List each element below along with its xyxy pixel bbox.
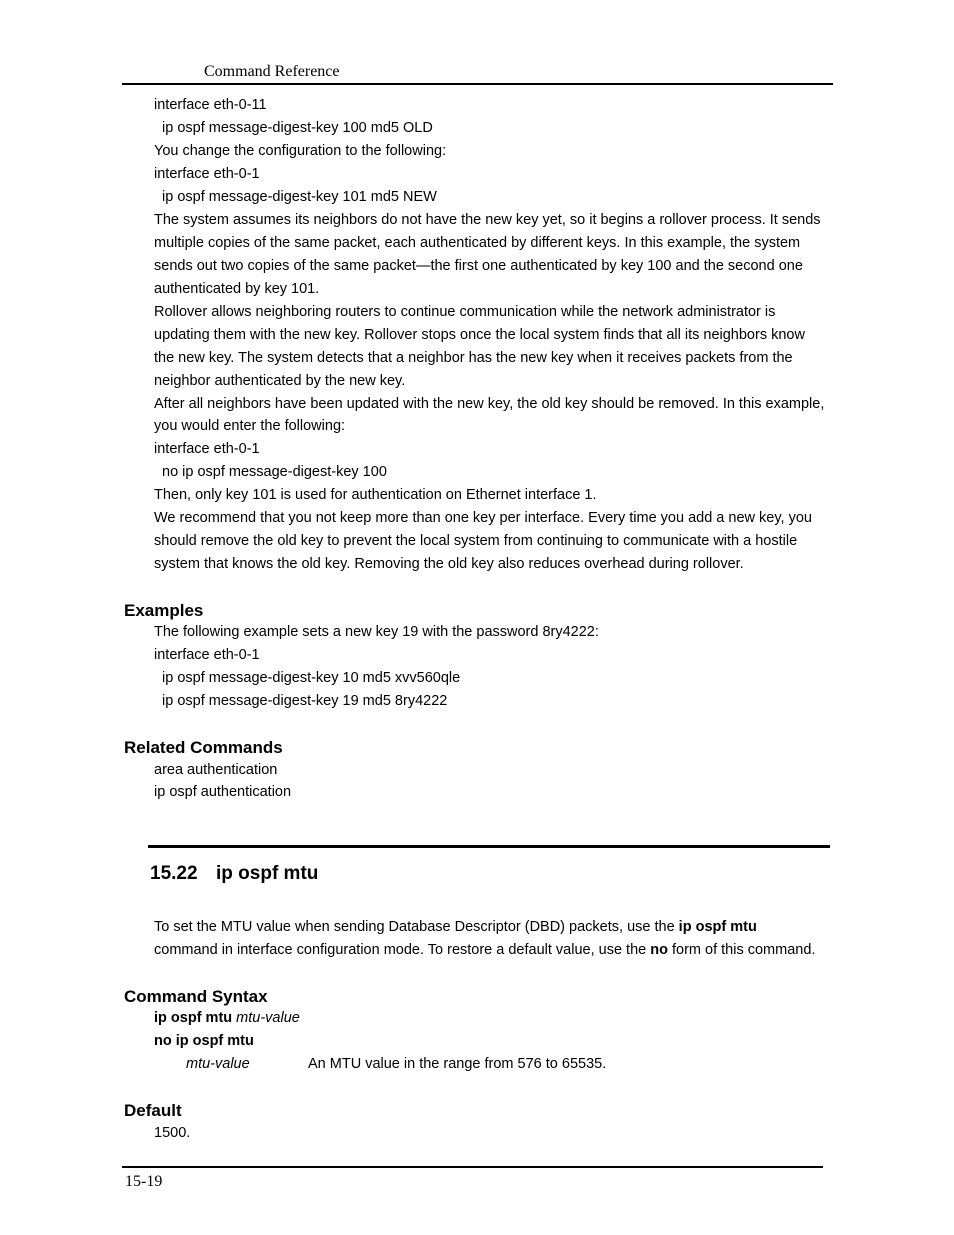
text-line: you would enter the following: <box>154 418 346 434</box>
header-rule <box>122 83 833 85</box>
description-line-2: command in interface configuration mode. To restore a default value, use the no form of this command. <box>154 942 816 958</box>
text-line: authenticated by key 101. <box>154 281 320 297</box>
related-command-item: ip ospf authentication <box>154 784 292 800</box>
command-syntax-heading: Command Syntax <box>124 987 268 1006</box>
footer-rule <box>122 1166 823 1168</box>
syntax-line-2: no ip ospf mtu <box>154 1033 254 1049</box>
syntax-line-1: ip ospf mtu mtu-value <box>154 1010 300 1026</box>
text-line: We recommend that you not keep more than one key per interface. Every time you add a new key, you <box>154 510 812 526</box>
page-number: 15-19 <box>125 1173 163 1190</box>
code-line: interface eth-0-1 <box>154 441 260 457</box>
text-line: Then, only key 101 is used for authentication on Ethernet interface 1. <box>154 487 597 503</box>
section-title: ip ospf mtu <box>216 863 319 884</box>
text-line: The system assumes its neighbors do not have the new key yet, so it begins a rollover process. It sends <box>154 212 821 228</box>
text-line: After all neighbors have been updated with the new key, the old key should be removed. In this example, <box>154 396 825 412</box>
text-line: the new key. The system detects that a neighbor has the new key when it receives packets from the <box>154 350 793 366</box>
default-value: 1500. <box>154 1125 191 1141</box>
examples-heading: Examples <box>124 601 204 620</box>
code-line: ip ospf message-digest-key 19 md5 8ry4222 <box>162 693 448 709</box>
default-heading: Default <box>124 1101 182 1120</box>
code-line: ip ospf message-digest-key 101 md5 NEW <box>162 189 437 205</box>
code-line: ip ospf message-digest-key 100 md5 OLD <box>162 120 433 136</box>
text-line: updating them with the new key. Rollover stops once the local system finds that all its neighbors know <box>154 327 805 343</box>
text-line: Rollover allows neighboring routers to continue communication while the network administrator is <box>154 304 776 320</box>
section-number: 15.22 <box>150 863 198 884</box>
code-line: interface eth-0-1 <box>154 166 260 182</box>
text-line: sends out two copies of the same packet—the first one authenticated by key 100 and the second one <box>154 258 803 274</box>
text-line: system that knows the old key. Removing the old key also reduces overhead during rollover. <box>154 556 744 572</box>
param-description: An MTU value in the range from 576 to 65535. <box>308 1056 607 1072</box>
running-header: Command Reference <box>204 63 340 80</box>
code-line: ip ospf message-digest-key 10 md5 xvv560qle <box>162 670 461 686</box>
param-name: mtu-value <box>186 1056 250 1072</box>
code-line: interface eth-0-1 <box>154 647 260 663</box>
text-line: The following example sets a new key 19 with the password 8ry4222: <box>154 624 599 640</box>
related-command-item: area authentication <box>154 762 278 778</box>
text-line: You change the configuration to the following: <box>154 143 447 159</box>
code-line: no ip ospf message-digest-key 100 <box>162 464 387 480</box>
text-line: multiple copies of the same packet, each authenticated by different keys. In this example, the system <box>154 235 801 251</box>
text-line: neighbor authenticated by the new key. <box>154 373 406 389</box>
section-rule <box>148 845 830 848</box>
description-line-1: To set the MTU value when sending Database Descriptor (DBD) packets, use the ip ospf mtu <box>154 919 757 935</box>
code-line: interface eth-0-11 <box>154 97 267 113</box>
text-line: should remove the old key to prevent the local system from continuing to communicate with a hostile <box>154 533 798 549</box>
related-commands-heading: Related Commands <box>124 738 283 757</box>
